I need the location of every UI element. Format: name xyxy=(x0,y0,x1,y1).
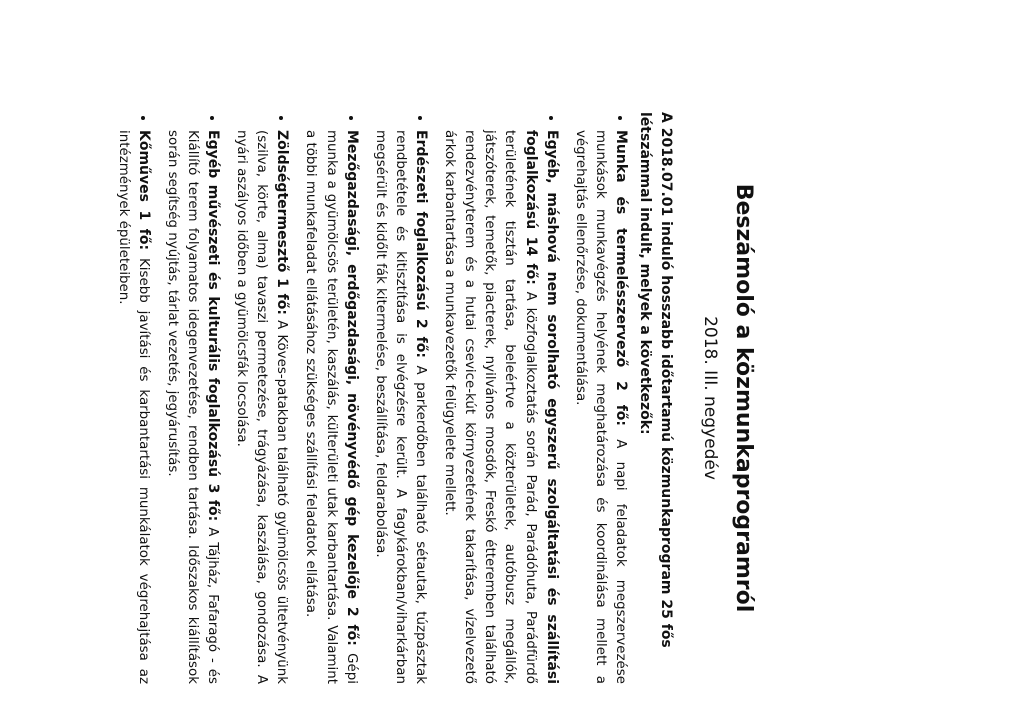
job-list xyxy=(113,112,632,684)
list-item xyxy=(300,130,361,684)
item-text: A parkerdőben található sétautak, túzpásztak rendbetétele és kitisztítása is elvégzésre került. A fagykárokban/viharkárban megsérült és kidőlt fák kitermelése, beszállítása, feldarabolása. xyxy=(372,130,429,684)
item-text: A Tájház, Fafaragó - és Kiállító terem folyamatos idegenvezetése, rendben tartása. Időszakos kiállítások során segítség nyújtás, tárlat vezetés, jegyárusítás. xyxy=(164,130,221,685)
item-heading: Mezőgazdasági, erdőgazdasági, növényvédő gép kezelője 2 fő: xyxy=(343,130,360,646)
list-item xyxy=(439,130,562,684)
item-text: A napi feladatok megszervezése munkások munkavégzés helyének meghatározása és koordinálása mellett a végrehajtás ellenőrzése, dokumentálása. xyxy=(572,130,629,684)
item-heading: Munka és termelésszervező 2 fő: xyxy=(613,130,630,426)
list-item xyxy=(570,130,631,684)
list-item xyxy=(113,130,154,684)
item-text: A Köves-patakban található gyümölcsös ültetvényünk (szilva, körte, alma) tavaszi permetezése, trágyázása, kaszálása, gondozása. A nyári aszályos időben a gyümölcsfák locsolása. xyxy=(234,130,290,684)
item-text: Kisebb javítási és karbantartási munkálatok végrehajtása az intézmények épületeiben. xyxy=(115,130,151,684)
item-text: A közfoglalkoztatás során Parád, Parádóhuta, Parádfürdő területének tisztán tartása, beleértve a közterületek, autóbusz megállók, játszóterek, temetők, piacterek, nyilvános mosdók, Freskó étteremben található rendezvényterem és a hutai csevice-kút környezetének takarítása, vízelvezető árkok karbantartása a munkavezetők felügyelete mellett. xyxy=(442,130,538,684)
item-heading: Zöldségtermesztő 1 fő: xyxy=(274,130,291,315)
document-title: Beszámoló a közmunkaprogramról xyxy=(731,183,756,613)
intro-paragraph: A 2018.07.01 induló hosszabb időtartamú közmunkaprogram 25 fős létszámmal indult, melyek a következők: xyxy=(637,112,674,648)
document-subtitle: 2018. III. negyedév xyxy=(699,316,720,480)
item-heading: Kőműves 1 fő: xyxy=(135,130,152,251)
item-heading: Egyéb művészeti és kulturális foglalkozású 3 fő: xyxy=(205,130,222,522)
list-item xyxy=(370,130,431,684)
item-text: Gépi munka a gyümölcsös területén, kaszálás, külterületi utak karbantartása. Valamint a többi munkafeladat ellátásához szükséges szállítási feladatok ellátása. xyxy=(303,130,359,685)
item-heading: Egyéb, máshová nem sorolható egyszerű szolgáltatási és szállítási foglalkozású 14 fő: xyxy=(522,130,560,684)
list-item xyxy=(162,130,223,684)
item-heading: Erdészeti foglalkozású 2 fő: xyxy=(413,130,430,358)
list-item xyxy=(231,130,292,684)
